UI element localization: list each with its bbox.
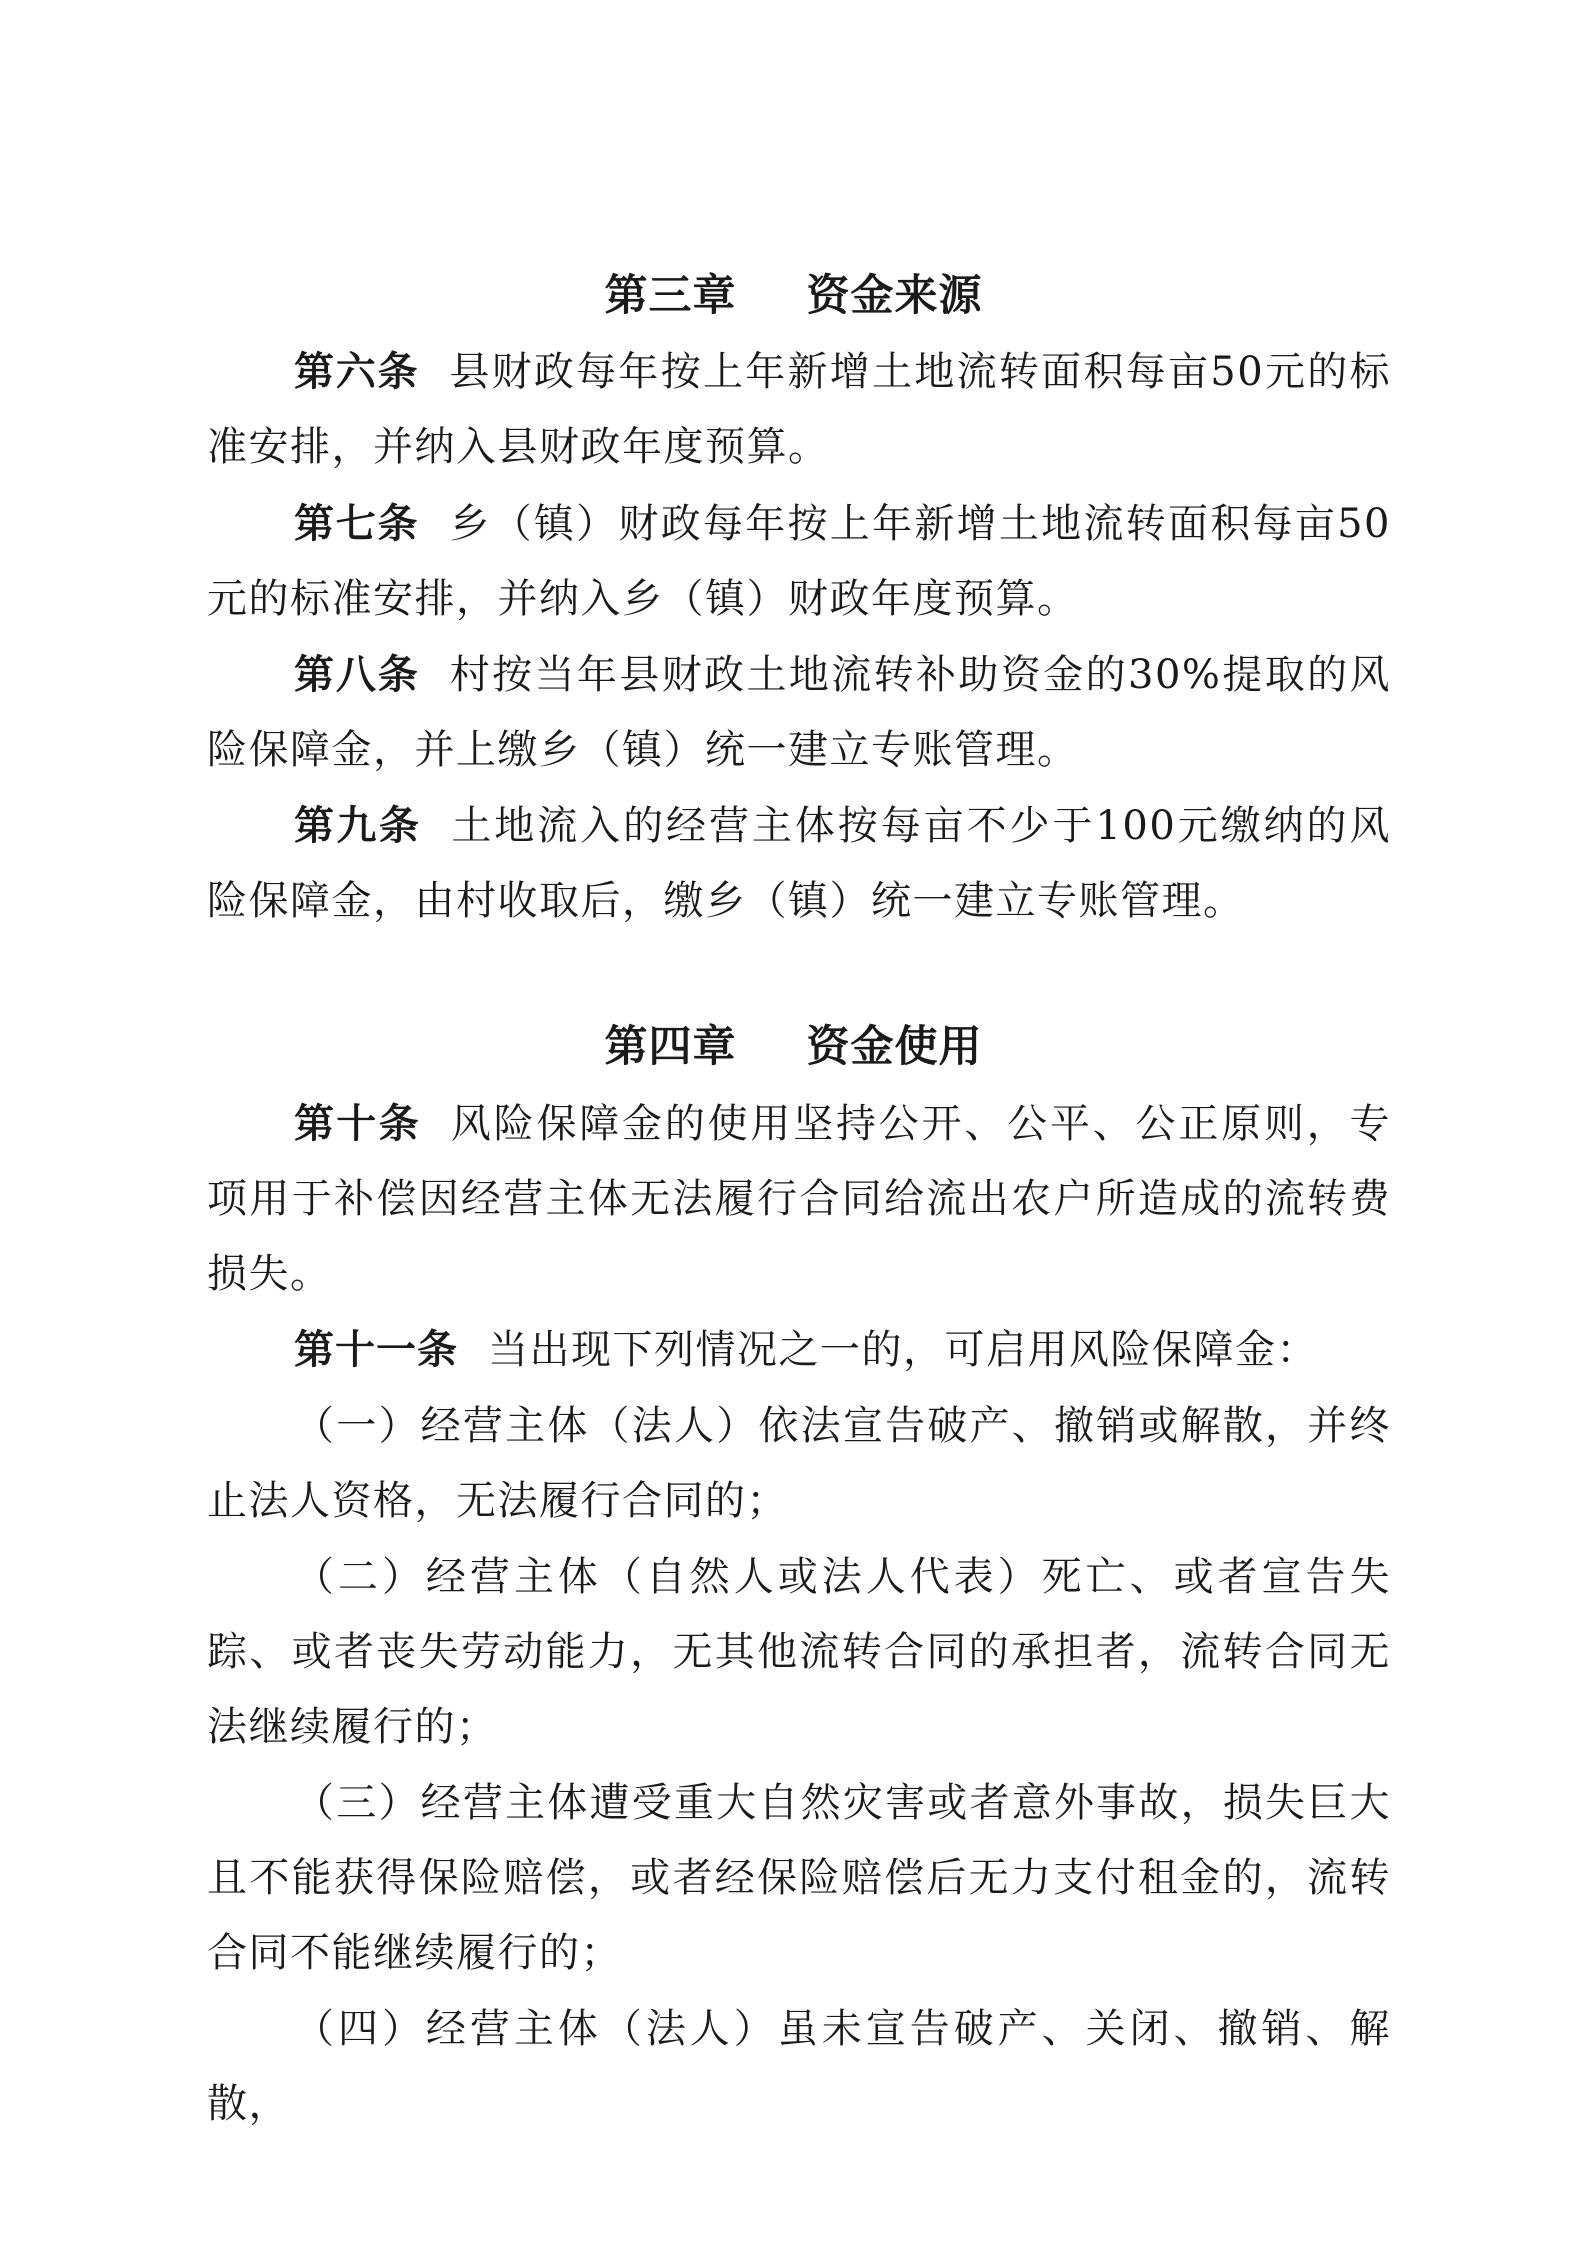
article-label: 第十条: [294, 1101, 421, 1147]
article-paragraph: [207, 1313, 1391, 1388]
article-label: 第八条: [294, 652, 420, 698]
article-paragraph: [207, 1087, 1391, 1312]
list-item-text: （二）经营主体（自然人或法人代表）死亡、或者宣告失踪、或者丧失劳动能力，无其他流转合同的承担者，流转合同无法继续履行的；: [207, 1554, 1391, 1750]
list-item: [207, 1540, 1391, 1765]
list-item-text: （三）经营主体遭受重大自然灾害或者意外事故，损失巨大且不能获得保险赔偿，或者经保险赔偿后无力支付租金的，流转合同不能继续履行的；: [207, 1780, 1391, 1976]
article-label: 第十一条: [294, 1327, 458, 1373]
article-label: 第六条: [294, 349, 420, 395]
article-text: 风险保障金的使用坚持公开、公平、公正原则，专项用于补偿因经营主体无法履行合同给流出农户所造成的流转费损失。: [207, 1101, 1391, 1297]
chapter-title: [0, 1017, 1587, 1077]
list-item: [207, 1766, 1391, 1991]
chapter-name: 资金使用: [806, 1022, 983, 1072]
article-text: 当出现下列情况之一的，可启用风险保障金：: [488, 1327, 1318, 1373]
article-paragraph: [207, 335, 1391, 485]
article-label: 第七条: [294, 501, 420, 547]
chapter-name: 资金来源: [806, 271, 983, 321]
article-paragraph: [207, 789, 1391, 939]
article-label: 第九条: [294, 803, 422, 849]
article-text: 村按当年县财政土地流转补助资金的30%提取的风险保障金，并上缴乡（镇）统一建立专账管理。: [207, 652, 1392, 773]
list-item: [207, 1992, 1391, 2142]
list-item-text: （四）经营主体（法人）虽未宣告破产、关闭、撤销、解散，: [207, 2006, 1391, 2127]
article-text: 县财政每年按上年新增土地流转面积每亩50元的标准安排，并纳入县财政年度预算。: [207, 349, 1391, 470]
article-text: 土地流入的经营主体按每亩不少于100元缴纳的风险保障金，由村收取后，缴乡（镇）统一建立专账管理。: [207, 803, 1391, 924]
list-item: [207, 1389, 1391, 1539]
chapter-number: 第三章: [604, 271, 737, 321]
article-text: 乡（镇）财政每年按上年新增土地流转面积每亩50元的标准安排，并纳入乡（镇）财政年度预算。: [207, 501, 1391, 622]
article-paragraph: [207, 487, 1391, 637]
chapter-title: [0, 266, 1587, 326]
chapter-number: 第四章: [604, 1022, 737, 1072]
article-paragraph: [207, 638, 1391, 788]
list-item-text: （一）经营主体（法人）依法宣告破产、撤销或解散，并终止法人资格，无法履行合同的；: [207, 1403, 1391, 1524]
